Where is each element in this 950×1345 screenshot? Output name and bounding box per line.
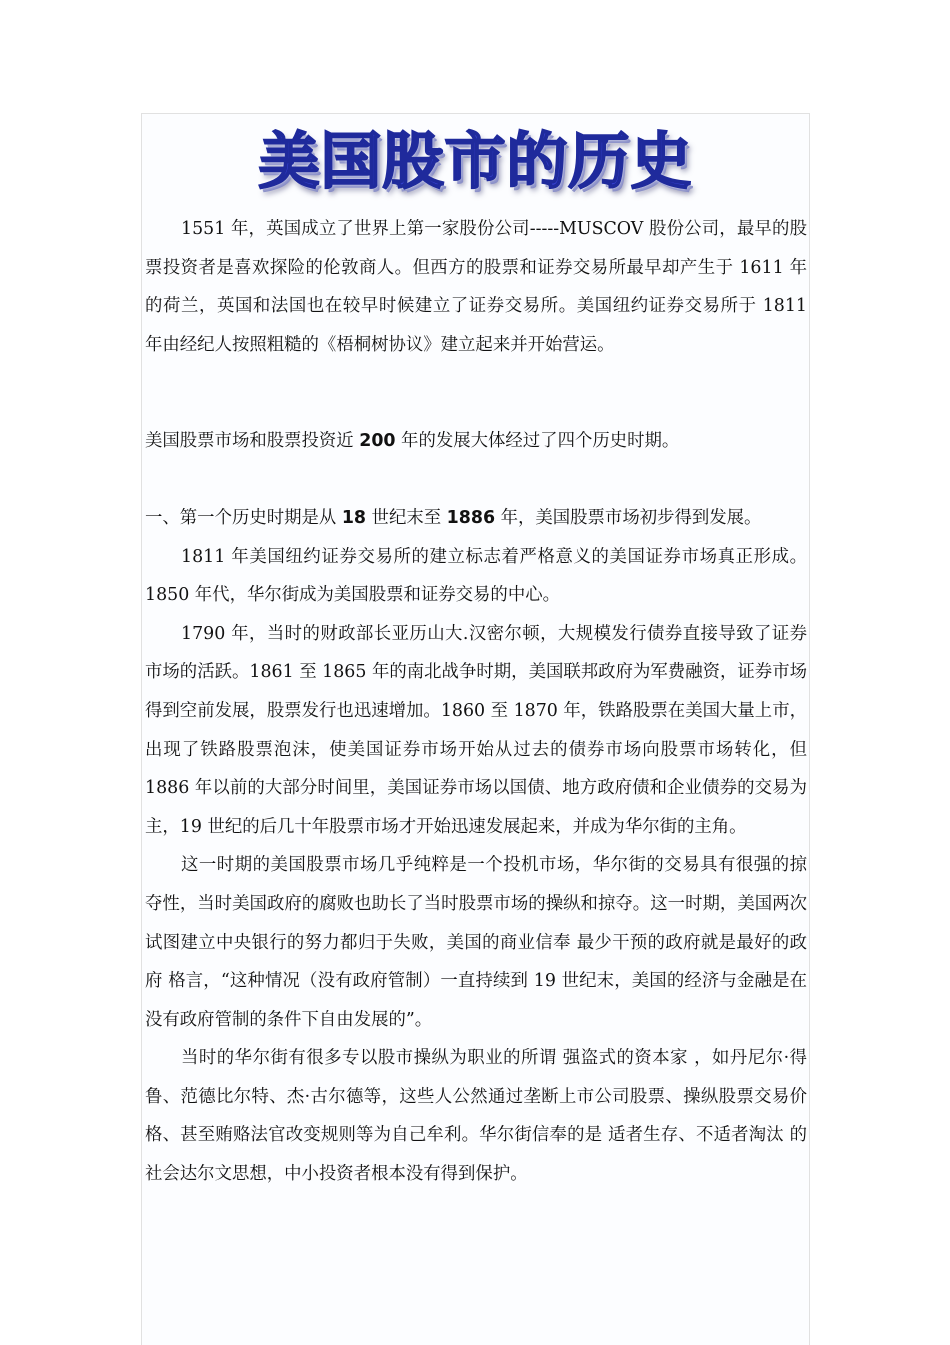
page-title: 美国股市的历史: [258, 125, 693, 197]
period1-paragraph-1: 1811 年美国纽约证券交易所的建立标志着严格意义的美国证券市场真正形成。1850 年代，华尔街成为美国股票和证券交易的中心。: [145, 546, 807, 606]
document-body: [145, 210, 807, 1194]
document-page: [141, 113, 810, 1345]
period1-heading: [145, 499, 807, 538]
period1-paragraph-2: 1790 年，当时的财政部长亚历山大.汉密尔顿，大规模发行债券直接导致了证券市场的活跃。1861 至 1865 年的南北战争时期，美国联邦政府为军费融资，证券市场得到空前发展，股票发行也迅速增加。1860 至 1870 年，铁路股票在美国大量上市，出现了铁路股票泡沫，使美国证券市场开始从过去的债券市场向股票市场转化，但 1886 年以前的大部分时间里，美国证券市场以国债、地方政府债和企业债券的交易为主，19 世纪的后几十年股票市场才开始迅速发展起来，并成为华尔街的主角。: [145, 623, 807, 837]
paragraph-gap: [145, 364, 807, 422]
overview-suffix: 年的发展大体经过了四个历史时期。: [395, 431, 680, 452]
period1-heading-prefix: 一、第一个历史时期是从: [145, 507, 342, 528]
period1-paragraph-4: 当时的华尔街有很多专以股市操纵为职业的所谓 强盗式的资本家 ，如丹尼尔·得鲁、范德比尔特、杰·古尔德等，这些人公然通过垄断上市公司股票、操纵股票交易价格、甚至贿赂法官改变规则等为自己牟利。华尔街信奉的是 适者生存、不适者淘汰 的社会达尔文思想，中小投资者根本没有得到保护。: [145, 1048, 807, 1185]
period1-heading-century: 18: [341, 507, 367, 528]
overview-years: 200: [359, 431, 396, 452]
overview-prefix: 美国股票市场和股票投资近: [145, 431, 360, 452]
period1-heading-year: 1886: [446, 507, 496, 528]
overview-paragraph: [145, 422, 807, 461]
title-banner: [142, 120, 809, 202]
period1-heading-mid: 世纪末至: [366, 507, 447, 528]
paragraph-gap: [145, 461, 807, 499]
intro-paragraph: 1551 年，英国成立了世界上第一家股份公司-----MUSCOV 股份公司，最早的股票投资者是喜欢探险的伦敦商人。但西方的股票和证券交易所最早却产生于 1611 年的荷兰，英国和法国也在较早时候建立了证券交易所。美国纽约证券交易所于 1811 年由经纪人按照粗糙的《梧桐树协议》建立起来并开始营运。: [145, 219, 807, 355]
period1-paragraph-3: 这一时期的美国股票市场几乎纯粹是一个投机市场，华尔街的交易具有很强的掠夺性，当时美国政府的腐败也助长了当时股票市场的操纵和掠夺。这一时期，美国两次试图建立中央银行的努力都归于失败，美国的商业信奉 最少干预的政府就是最好的政府 格言，“这种情况（没有政府管制）一直持续到 19 世纪末，美国的经济与金融是在没有政府管制的条件下自由发展的”。: [145, 855, 807, 1030]
period1-heading-suffix: 年，美国股票市场初步得到发展。: [495, 507, 762, 528]
